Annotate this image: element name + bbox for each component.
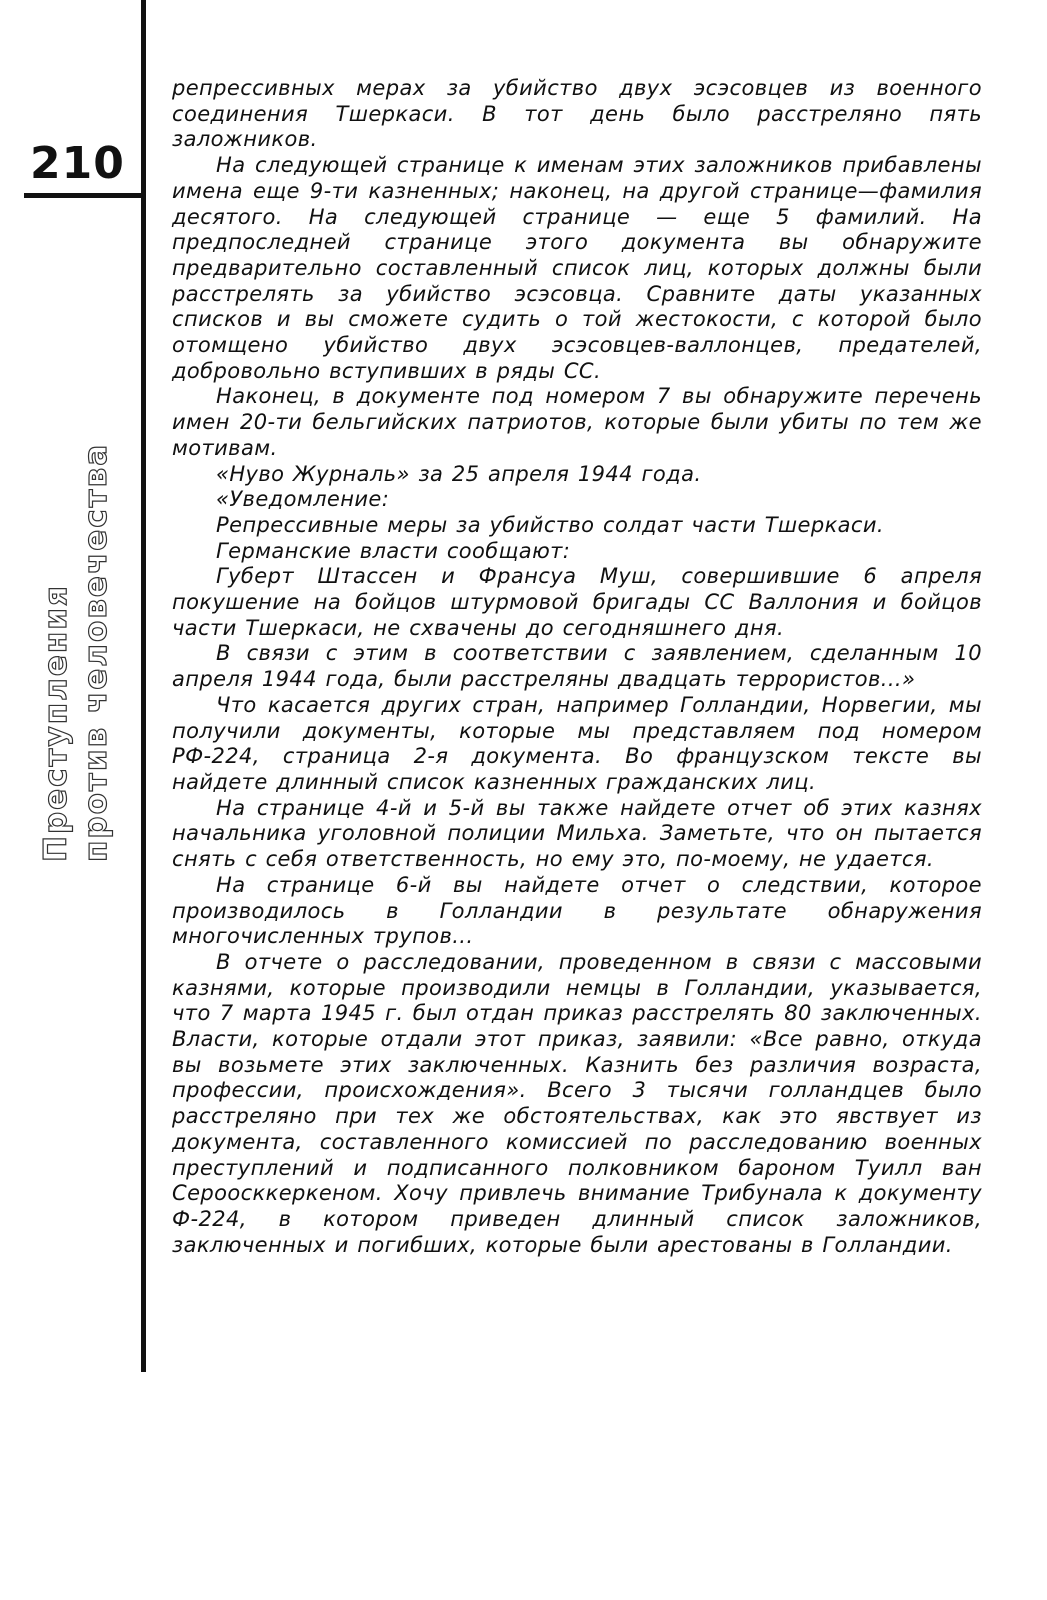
paragraph: В отчете о расследовании, проведенном в связи с массовыми казнями, которые производили немцы в Голландии, указывается, что 7 марта 1945 г. был отдан приказ расстрелять 80 заключенных. Власти, которые отдали этот приказ, заявили: «Все равно, откуда вы возьмете этих заключенных. Казнить без различия возраста, профессии, происхождения». Всего 3 тысячи голландцев было расстреляно при тех же обстоятельствах, как это явствует из документа, составленного комиссией по расследованию военных преступлений и подписанного полковником бароном Туилл ван Сероосккеркеном. Хочу привлечь внимание Трибунала к документу Ф-224, в котором приведен длинный список заложников, заключенных и погибших, которые были арестованы в Голландии. [172, 949, 982, 1257]
margin-vertical-rule [141, 0, 146, 1372]
paragraph: На следующей странице к именам этих заложников прибавлены имена еще 9-ти казненных; наконец, на другой странице—фамилия десятого. На следующей странице — еще 5 фамилий. На предпоследней странице этого документа вы обнаружите предварительно составленный список лиц, которых должны были расстрелять за убийство эсэсовца. Сравните даты указанных списков и вы сможете судить о той жестокости, с которой было отомщено убийство двух эсэсовцев-валлонцев, предателей, добровольно вступивших в ряды СС. [172, 153, 982, 383]
running-title-line-2: против человечества [78, 442, 114, 862]
text-column [172, 76, 982, 1258]
paragraph: Репрессивные меры за убийство солдат части Тшеркаси. [216, 512, 885, 537]
page-number-rule [24, 193, 146, 198]
paragraph: Что касается других стран, например Голландии, Норвегии, мы получили документы, которые мы представляем под номером РФ-224, страница 2-я документа. Во французском тексте вы найдете длинный список казненных гражданских лиц. [172, 692, 982, 794]
paragraph: «Нуво Журналь» за 25 апреля 1944 года. [216, 461, 702, 486]
running-title-line-1: Преступления [38, 584, 74, 862]
paragraph: репрессивных мерах за убийство двух эсэсовцев из военного соединения Тшеркаси. В тот день было расстреляно пять заложников. [172, 76, 982, 152]
paragraph: На странице 4-й и 5-й вы также найдете отчет об этих казнях начальника уголовной полиции Мильха. Заметьте, что он пытается снять с себя ответственность, но ему это, по-моему, не удается. [172, 795, 982, 872]
paragraph: В связи с этим в соответствии с заявлением, сделанным 10 апреля 1944 года, были расстреляны двадцать террористов...» [172, 641, 982, 692]
paragraph: Наконец, в документе под номером 7 вы обнаружите перечень имен 20-ти бельгийских патриотов, которые были убиты по тем же мотивам. [172, 384, 982, 460]
paragraph: На странице 6-й вы найдете отчет о следствии, которое производилось в Голландии в результате обнаружения многочисленных трупов... [172, 872, 982, 949]
running-title [36, 302, 124, 862]
paragraph: Германские власти сообщают: [216, 538, 571, 563]
paragraph: Губерт Штассен и Франсуа Муш, совершившие 6 апреля покушение на бойцов штурмовой бригады СС Валлония и бойцов части Тшеркаси, не схвачены до сегодняшнего дня. [172, 564, 982, 640]
page-number: 210 [30, 138, 125, 189]
paragraph: «Уведомление: [216, 487, 390, 512]
